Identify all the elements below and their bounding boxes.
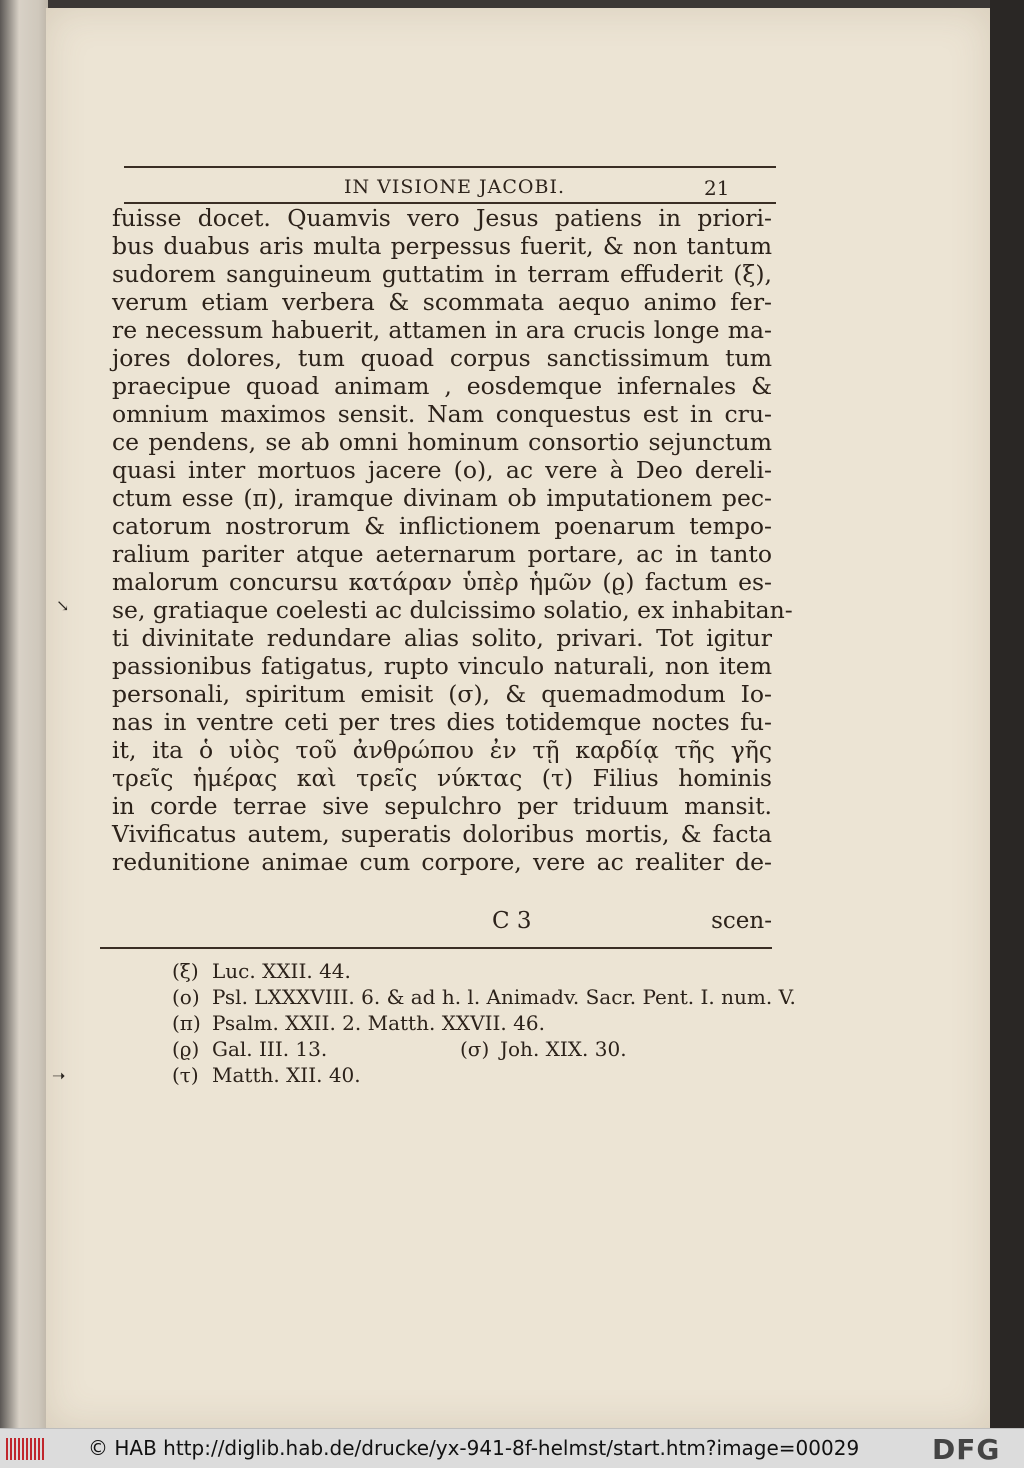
footnote [172,984,796,1010]
footnote-mark: (ϱ) [172,1037,200,1061]
header-rule-top [124,166,776,168]
text-line: sudorem sanguineum guttatim in terram effuderit (ξ), [112,260,772,288]
running-header: IN VISIONE JACOBI. [344,176,565,198]
text-line: τρεῖς ἡμέρας καὶ τρεῖς νύκτας (τ) Filius hominis [112,764,772,792]
footnote-mark: (π) [172,1011,201,1035]
catchword: scen- [711,908,772,934]
footnote-mark: (τ) [172,1063,199,1087]
margin-mark: ➝ [52,1066,66,1085]
text-line: ralium pariter atque aeternarum portare, ac in tanto [112,540,772,568]
footnote-text: Gal. III. 13. [212,1037,328,1061]
text-line: omnium maximos sensit. Nam conquestus est in cru- [112,400,772,428]
text-line: ti divinitate redundare alias solito, privari. Tot igitur [112,624,772,652]
text-line: se, gratiaque coelesti ac dulcissimo solatio, ex inhabitan- [112,596,793,624]
footnote-rule [100,947,772,949]
text-line: bus duabus aris multa perpessus fuerit, & non tantum [112,232,772,260]
text-line: ctum esse (π), iramque divinam ob imputationem pec- [112,484,772,512]
footnote [460,1036,627,1062]
footnote [172,1010,545,1036]
text-line: verum etiam verbera & scommata aequo animo fer- [112,288,772,316]
text-line: quasi inter mortuos jacere (ο), ac vere à Deo dereli- [112,456,772,484]
footnote [172,1036,327,1062]
footnote-text: Joh. XIX. 30. [500,1037,627,1061]
text-line: catorum nostrorum & inflictionem poenarum tempo- [112,512,772,540]
text-line: redunitione animae cum corpore, vere ac realiter de- [112,848,772,876]
signature-mark: C 3 [492,908,532,934]
text-line: Vivificatus autem, superatis doloribus mortis, & facta [112,820,772,848]
margin-mark: ↘ [56,596,70,615]
copyright-link[interactable]: © HAB http://diglib.hab.de/drucke/yx-941-8f-helmst/start.htm?image=00029 [88,1436,860,1460]
text-line: personali, spiritum emisit (σ), & quemadmodum Io- [112,680,772,708]
text-line: it, ita ὁ υἱὸς τοῦ ἀνθρώπου ἐν τῇ καρδίᾳ τῆς γῆς [112,736,772,764]
dfg-logo: DFG [932,1433,1001,1466]
footnote [172,1062,361,1088]
barcode-icon [6,1438,46,1460]
footnote [172,958,351,984]
text-line: malorum concursu κατάραν ὑπὲρ ἡμῶν (ϱ) factum es- [112,568,772,596]
footnote-mark: (ξ) [172,959,199,983]
footnote-text: Psalm. XXII. 2. Matth. XXVII. 46. [212,1011,545,1035]
footnote-text: Luc. XXII. 44. [212,959,351,983]
page-number: 21 [704,176,730,200]
text-line: passionibus fatigatus, rupto vinculo naturali, non item [112,652,772,680]
catchword-row [112,908,772,936]
footnote-text: Psl. LXXXVIII. 6. & ad h. l. Animadv. Sacr. Pent. I. num. V. [212,985,796,1009]
text-line: praecipue quoad animam , eosdemque infernales & [112,372,772,400]
text-line: re necessum habuerit, attamen in ara crucis longe ma- [112,316,772,344]
text-line: ce pendens, se ab omni hominum consortio sejunctum [112,428,772,456]
text-line: jores dolores, tum quoad corpus sanctissimum tum [112,344,772,372]
footnote-text: Matth. XII. 40. [212,1063,361,1087]
left-page-edge [0,0,48,1428]
scan-background [990,0,1024,1428]
text-line: nas in ventre ceti per tres dies totidemque noctes fu- [112,708,772,736]
footnote-mark: (σ) [460,1037,490,1061]
footnote-mark: (ο) [172,985,200,1009]
text-line: fuisse docet. Quamvis vero Jesus patiens in priori- [112,204,772,232]
text-line: in corde terrae sive sepulchro per triduum mansit. [112,792,772,820]
footer-bar [0,1428,1024,1468]
